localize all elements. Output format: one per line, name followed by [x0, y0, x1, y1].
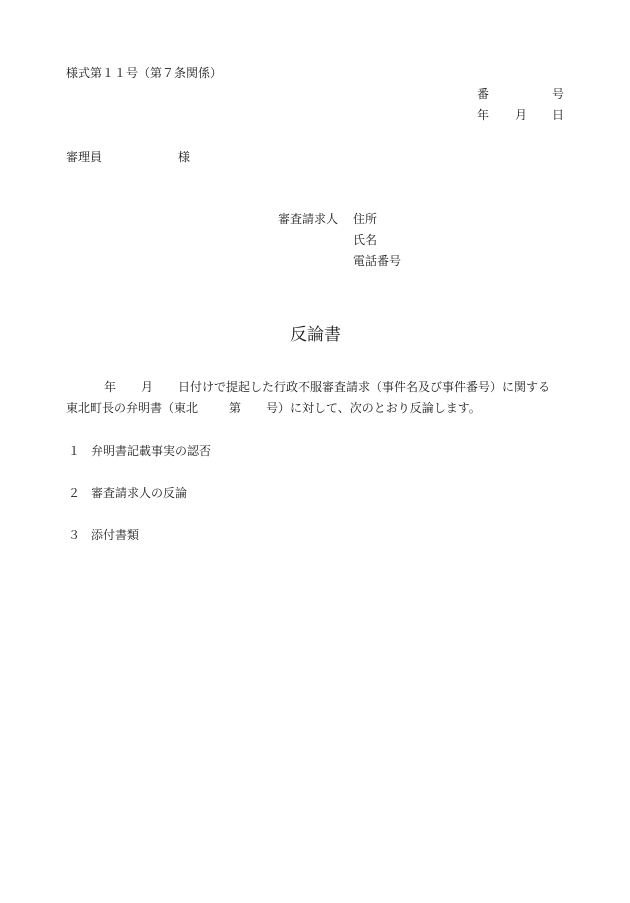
date-year: 年	[477, 108, 490, 122]
addressee-sama: 様	[178, 150, 191, 164]
body-line1-month: 月	[141, 380, 154, 394]
requester-address: 住所	[353, 212, 378, 226]
body-line2-text2: 号）に対して、次のとおり反論します。	[266, 401, 481, 415]
body-line1-text: 日付けで提起した行政不服審査請求（事件名及び事件番号）に関する	[178, 380, 551, 394]
section-3-number: ３	[68, 528, 81, 542]
requester-name: 氏名	[353, 233, 378, 247]
date-day: 日	[552, 108, 565, 122]
body-line2-dai: 第	[229, 401, 242, 415]
section-2-number: ２	[68, 486, 81, 500]
form-label: 様式第１１号（第７条関係）	[66, 66, 223, 80]
section-3-heading: 添付書類	[91, 528, 140, 542]
requester-phone: 電話番号	[353, 254, 402, 268]
date-month: 月	[515, 108, 528, 122]
number-ban: 番	[477, 87, 490, 101]
body-line2-text1: 東北町長の弁明書（東北	[66, 401, 199, 415]
document-title: 反論書	[290, 325, 341, 345]
section-1-heading: 弁明書記載事実の認否	[91, 444, 212, 458]
section-1-number: １	[68, 444, 81, 458]
number-go: 号	[552, 87, 565, 101]
body-line1-year: 年	[104, 380, 117, 394]
requester-label: 審査請求人	[278, 212, 339, 226]
section-2-heading: 審査請求人の反論	[91, 486, 188, 500]
addressee-title: 審理員	[66, 150, 103, 164]
